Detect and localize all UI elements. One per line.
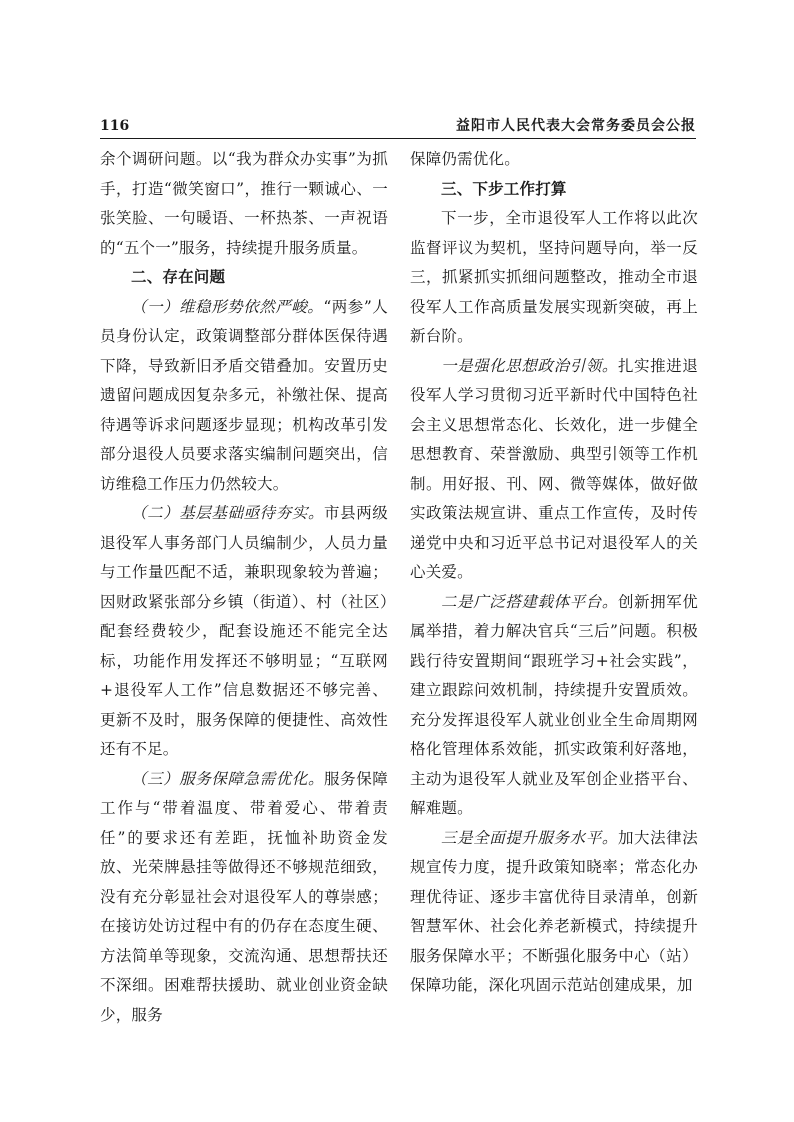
paragraph-continued: 余个调研问题。以“我为群众办实事”为抓手，打造“微笑窗口”，推行一颗诚心、一张笑脸、一句暖语、一杯热茶、一声祝语的“五个一”服务，持续提升服务质量。 — [100, 150, 388, 257]
paragraph-service — [100, 765, 388, 1031]
paragraph-stability — [100, 293, 388, 500]
paragraph-lead: 一是强化思想政治引领。 — [441, 356, 618, 375]
paragraph-lead: （三）服务保障急需优化。 — [131, 769, 325, 788]
paragraph-lead: 二是广泛搭建载体平台。 — [441, 592, 618, 611]
paragraph-body: 市县两级退役军人事务部门人员编制少，人员力量与工作量匹配不适，兼职现象较为普遍；因财政紧张部分乡镇（街道）、村（社区）配套经费较少，配套设施还不能完全达标，功能作用发挥还不够明显；“互联网+退役军人工作”信息数据还不够完善、更新不及时，服务保障的便捷性、高效性还有不足。 — [100, 504, 388, 758]
paragraph-body: “两参”人员身份认定，政策调整部分群体医保待遇下降，导致新旧矛盾交错叠加。安置历史遗留问题成因复杂多元，补缴社保、提高待遇等诉求问题逐步显现；机构改革引发部分退役人员要求落实编制问题突出，信访维稳工作压力仍然较大。 — [100, 297, 388, 493]
paragraph-grassroots — [100, 499, 388, 765]
section-heading-next-steps: 三、下步工作打算 — [441, 179, 567, 198]
paragraph-body: 加大法律法规宣传力度，提升政策知晓率；常态化办理优待证、逐步丰富优待目录清单，创新智慧军休、社会化养老新模式，持续提升服务保障水平；不断强化服务中心（站）保障功能，深化巩固示范站创建成果，加 — [410, 828, 698, 994]
left-column — [100, 145, 388, 1030]
paragraph-lead: （一）维稳形势依然严峻。 — [131, 297, 324, 316]
paragraph-service-level — [410, 824, 698, 1001]
paragraph-lead: 三是全面提升服务水平。 — [441, 828, 618, 847]
section-heading-problems: 二、存在问题 — [131, 268, 226, 286]
page-header — [100, 116, 696, 136]
journal-title: 益阳市人民代表大会常务委员会公报 — [456, 118, 696, 134]
paragraph-ideology — [410, 352, 698, 588]
header-rule — [100, 138, 696, 139]
paragraph-body: 服务保障工作与“带着温度、带着爱心、带着责任”的要求还有差距，抚恤补助资金发放、光荣牌悬挂等做得还不够规范细致，没有充分彰显社会对退役军人的尊崇感；在接访处访过程中有的仍存在态度生硬、方法简单等现象，交流沟通、思想帮扶还不深细。困难帮扶援助、就业创业资金缺少，服务 — [100, 769, 388, 1024]
right-column — [410, 145, 698, 1001]
paragraph-body: 创新拥军优属举措，着力解决官兵“三后”问题。积极践行待安置期间“跟班学习+社会实践”，建立跟踪问效机制，持续提升安置质效。充分发挥退役军人就业创业全生命周期网格化管理体系效能，抓实政策利好落地，主动为退役军人就业及军创企业搭平台、解难题。 — [410, 592, 698, 817]
paragraph-body: 扎实推进退役军人学习贯彻习近平新时代中国特色社会主义思想常态化、长效化，进一步健全思想教育、荣誉激励、典型引领等工作机制。用好报、刊、网、微等媒体，做好做实政策法规宣讲、重点工作宣传，及时传递党中央和习近平总书记对退役军人的关心关爱。 — [410, 356, 698, 581]
paragraph-lead: （二）基层基础亟待夯实。 — [131, 504, 325, 522]
page-number: 116 — [100, 118, 130, 134]
paragraph-platform — [410, 588, 698, 824]
paragraph-next-step-intro: 下一步，全市退役军人工作将以此次监督评议为契机，坚持问题导向，举一反三，抓紧抓实抓细问题整改，推动全市退役军人工作高质量发展实现新突破，再上新台阶。 — [410, 209, 698, 345]
paragraph-continued: 保障仍需优化。 — [410, 150, 520, 168]
